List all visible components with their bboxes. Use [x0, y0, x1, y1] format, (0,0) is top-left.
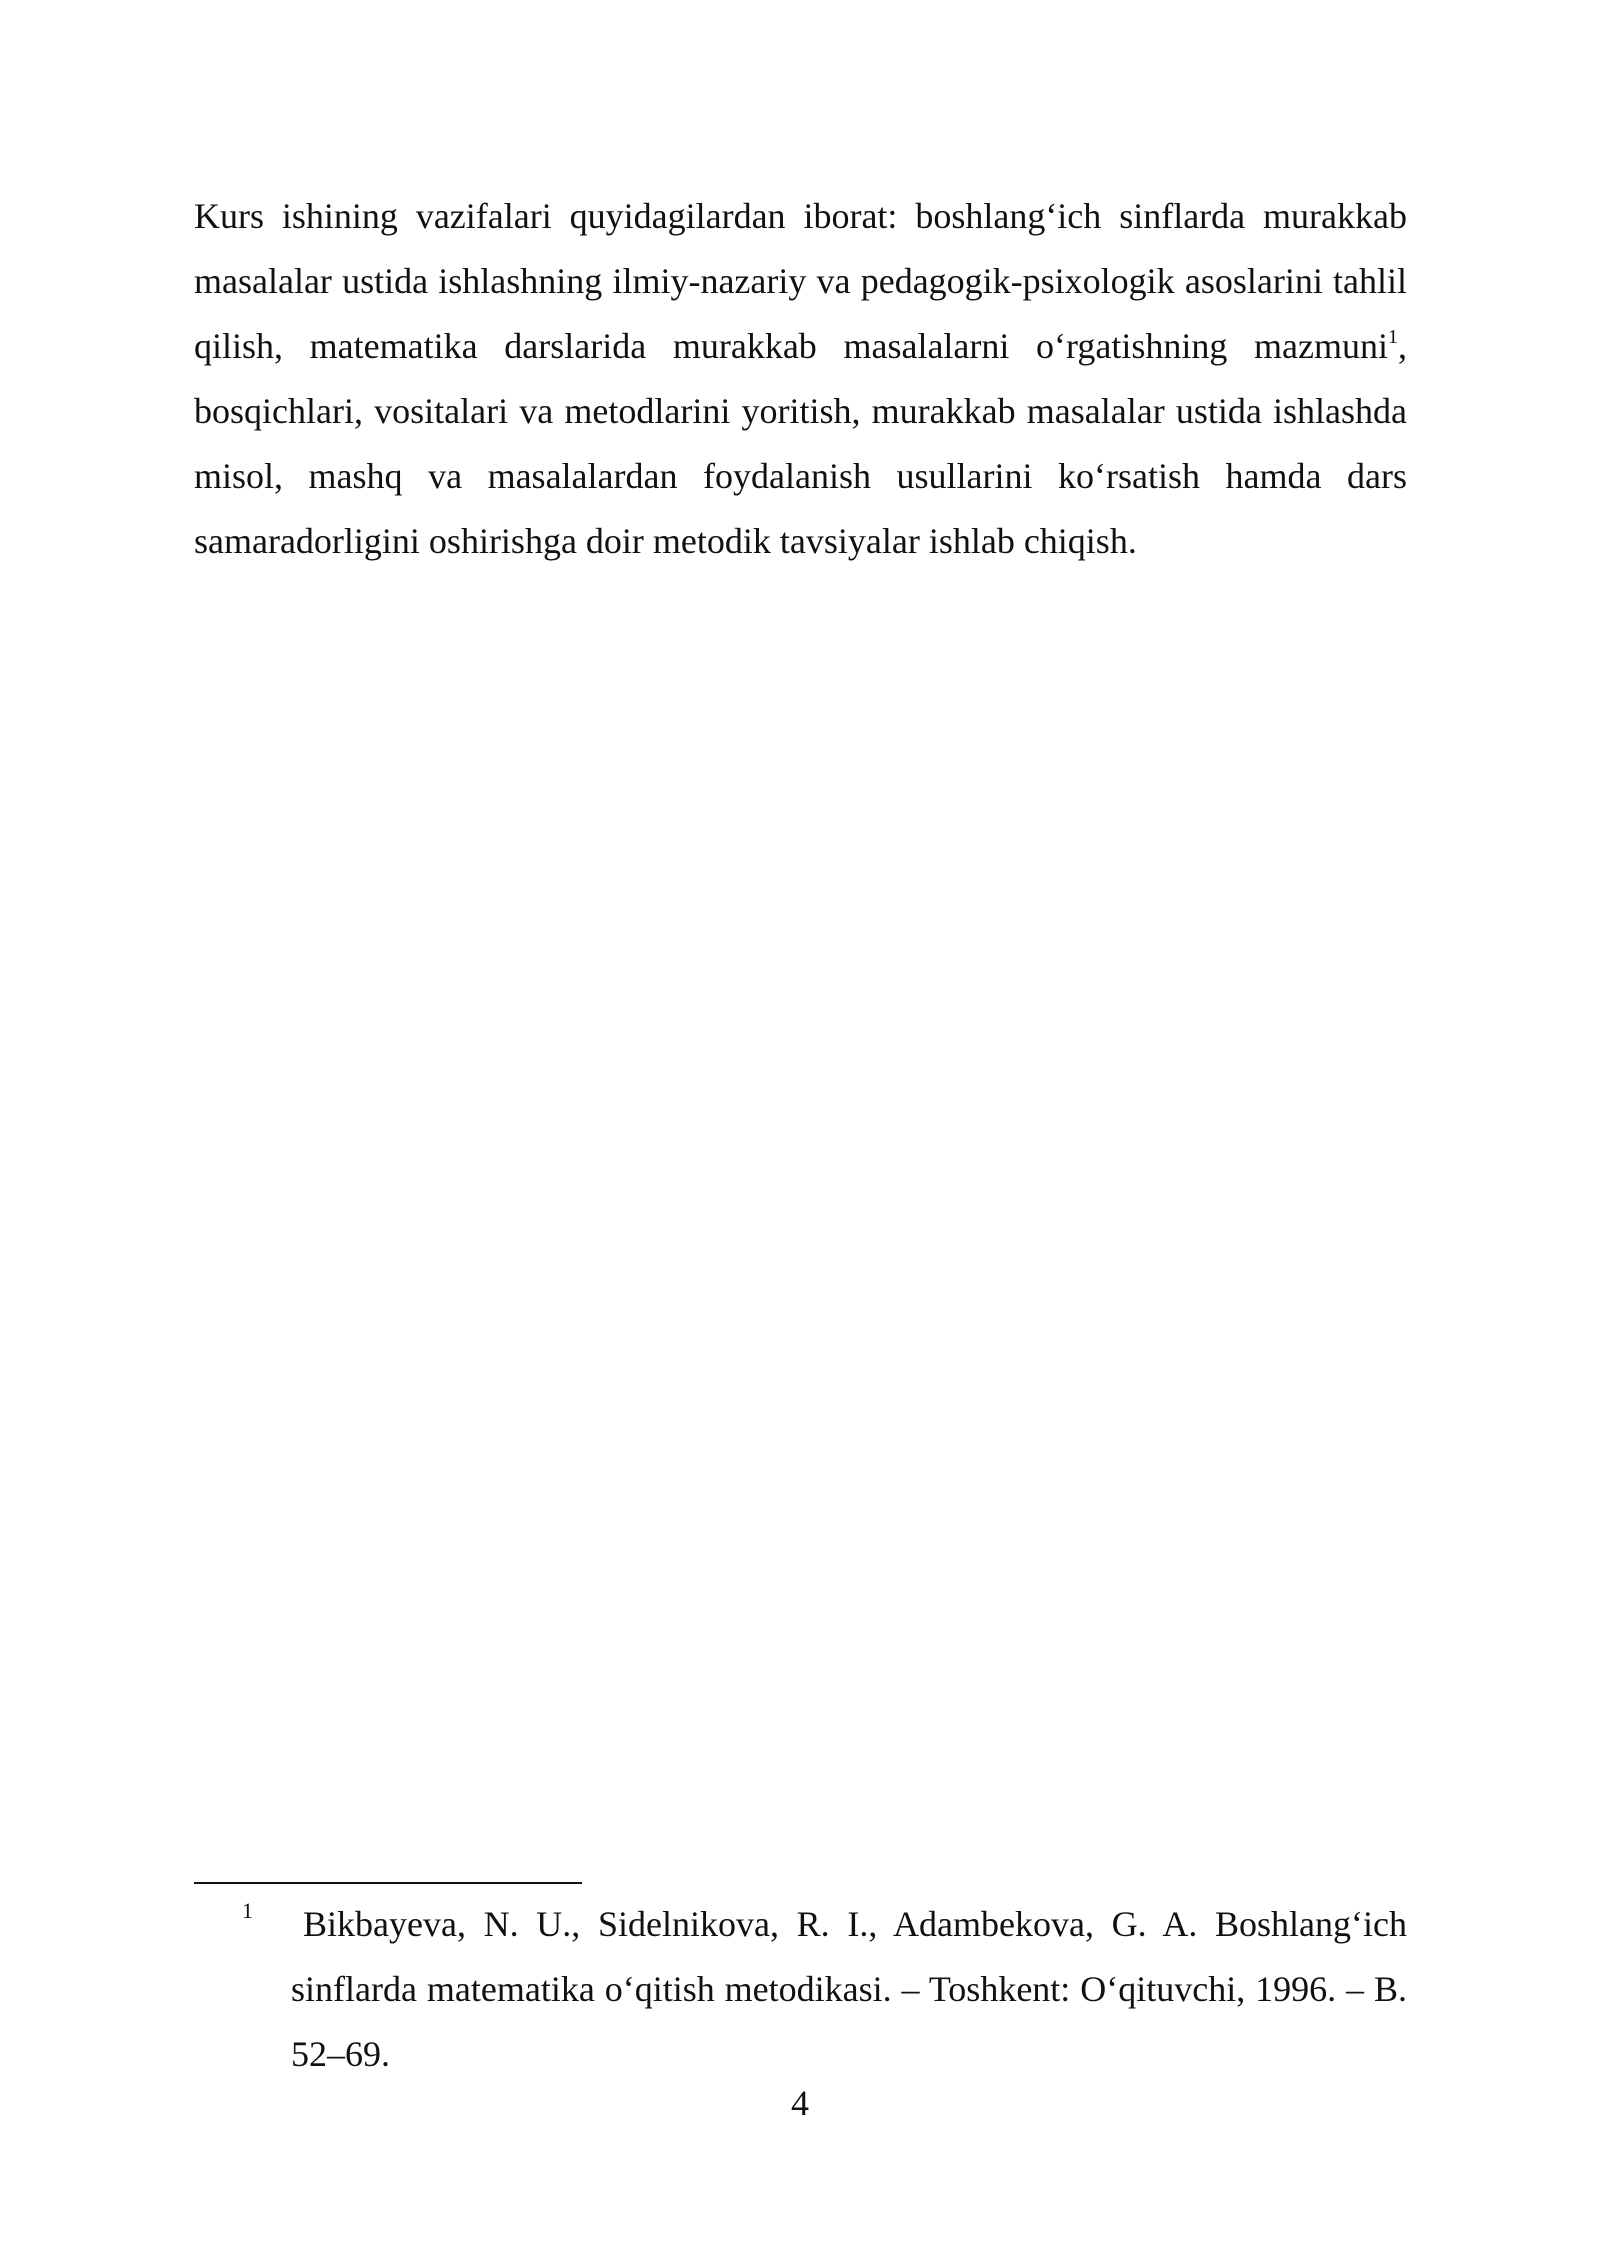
footnote-separator	[194, 1882, 582, 1884]
body-paragraph	[194, 184, 1407, 574]
body-text-part-1: Kurs ishining vazifalari quyidagilardan iborat: boshlang‘ich sinflarda murakkab masalalar ustida ishlashning ilmiy-nazariy va pedagogik-psixologik asoslarini tahlil qilish, matematika darslarida murakkab masalalarni o‘rgatishning mazmuni	[194, 196, 1407, 366]
footnote-citation-text: Bikbayeva, N. U., Sidelnikova, R. I., Adambekova, G. A. Boshlang‘ich sinflarda matematika o‘qitish metodikasi. – Toshkent: O‘qituvchi, 1996. – B. 52–69.	[291, 1904, 1407, 2074]
footnote-marker: 1	[242, 1898, 253, 1923]
footnote	[194, 1892, 1407, 2087]
page-number: 4	[791, 2083, 809, 2123]
body-text-part-2: , bosqichlari, vositalari va metodlarini yoritish, murakkab masalalar ustida ishlashda misol, mashq va masalalardan foydalanish usullarini ko‘rsatish hamda dars samaradorligini oshirishga doir metodik tavsiyalar ishlab chiqish.	[194, 326, 1407, 561]
footnote-reference-mark: 1	[1388, 326, 1398, 348]
footnote-citation	[291, 1892, 1407, 2087]
